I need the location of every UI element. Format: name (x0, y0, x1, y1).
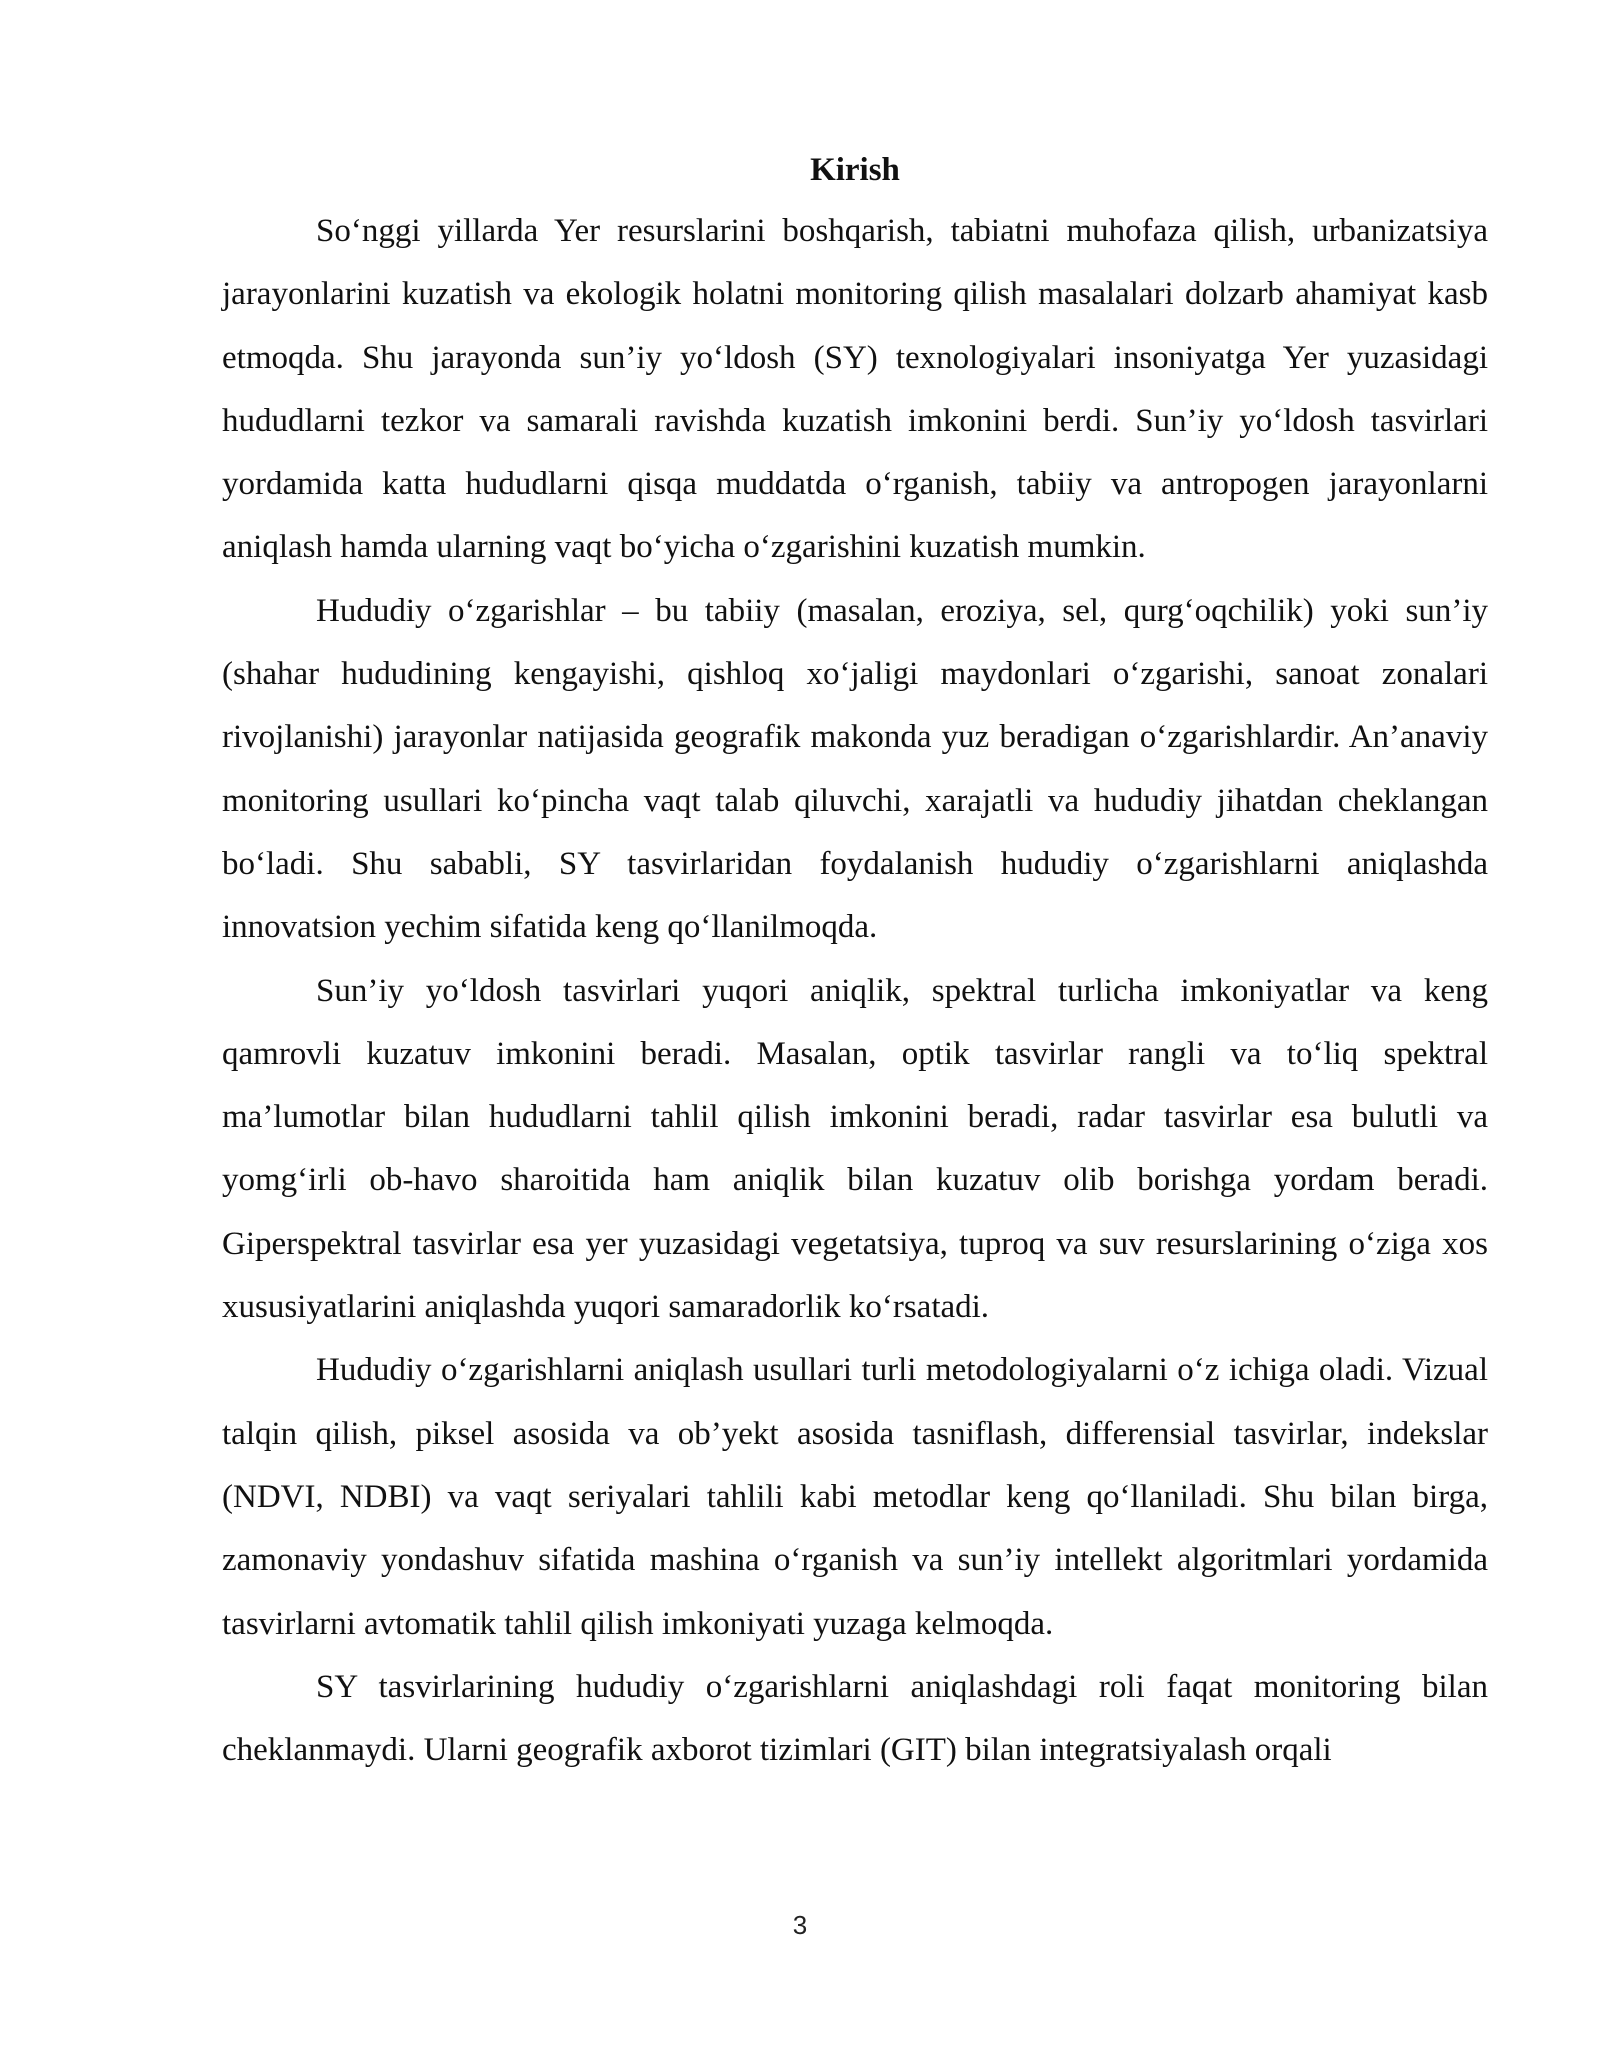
paragraph-3: Sun’iy yo‘ldosh tasvirlari yuqori aniqlik, spektral turlicha imkoniyatlar va keng qamrovli kuzatuv imkonini beradi. Masalan, optik tasvirlar rangli va to‘liq spektral ma’lumotlar bilan hududlarni tahlil qilish imkonini beradi, radar tasvirlar esa bulutli va yomg‘irli ob-havo sharoitida ham aniqlik bilan kuzatuv olib borishga yordam beradi. Giperspektral tasvirlar esa yer yuzasidagi vegetatsiya, tuproq va suv resurslarining o‘ziga xos xususiyatlarini aniqlashda yuqori samaradorlik ko‘rsatadi. (222, 972, 1488, 1326)
paragraph-2: Hududiy o‘zgarishlar – bu tabiiy (masalan, eroziya, sel, qurg‘oqchilik) yoki sun’iy (shahar hududining kengayishi, qishloq xo‘jaligi maydonlari o‘zgarishi, sanoat zonalari rivojlanishi) jarayonlar natijasida geografik makonda yuz beradigan o‘zgarishlardir. An’anaviy monitoring usullari ko‘pincha vaqt talab qiluvchi, xarajatli va hududiy jihatdan cheklangan bo‘ladi. Shu sababli, SY tasvirlaridan foydalanish hududiy o‘zgarishlarni aniqlashda innovatsion yechim sifatida keng qo‘llanilmoqda. (222, 592, 1488, 946)
paragraph-4: Hududiy o‘zgarishlarni aniqlash usullari turli metodologiyalarni o‘z ichiga oladi. Vizual talqin qilish, piksel asosida va ob’yekt asosida tasniflash, differensial tasvirlar, indekslar (NDVI, NDBI) va vaqt seriyalari tahlili kabi metodlar keng qo‘llaniladi. Shu bilan birga, zamonaviy yondashuv sifatida mashina o‘rganish va sun’iy intellekt algoritmlari yordamida tasvirlarni avtomatik tahlil qilish imkoniyati yuzaga kelmoqda. (222, 1352, 1488, 1642)
page-content (222, 140, 1488, 1782)
paragraph-1: So‘nggi yillarda Yer resurslarini boshqarish, tabiatni muhofaza qilish, urbanizatsiya jarayonlarini kuzatish va ekologik holatni monitoring qilish masalalari dolzarb ahamiyat kasb etmoqda. Shu jarayonda sun’iy yo‘ldosh (SY) texnologiyalari insoniyatga Yer yuzasidagi hududlarni tezkor va samarali ravishda kuzatish imkonini berdi. Sun’iy yo‘ldosh tasvirlari yordamida katta hududlarni qisqa muddatda o‘rganish, tabiiy va antropogen jarayonlarni aniqlash hamda ularning vaqt bo‘yicha o‘zgarishini kuzatish mumkin. (222, 213, 1488, 566)
page-number: 3 (792, 1910, 808, 1940)
paragraph-5: SY tasvirlarining hududiy o‘zgarishlarni aniqlashdagi roli faqat monitoring bilan cheklanmaydi. Ularni geografik axborot tizimlari (GIT) bilan integratsiyalash orqali (222, 1668, 1488, 1769)
section-title: Kirish (810, 152, 900, 188)
